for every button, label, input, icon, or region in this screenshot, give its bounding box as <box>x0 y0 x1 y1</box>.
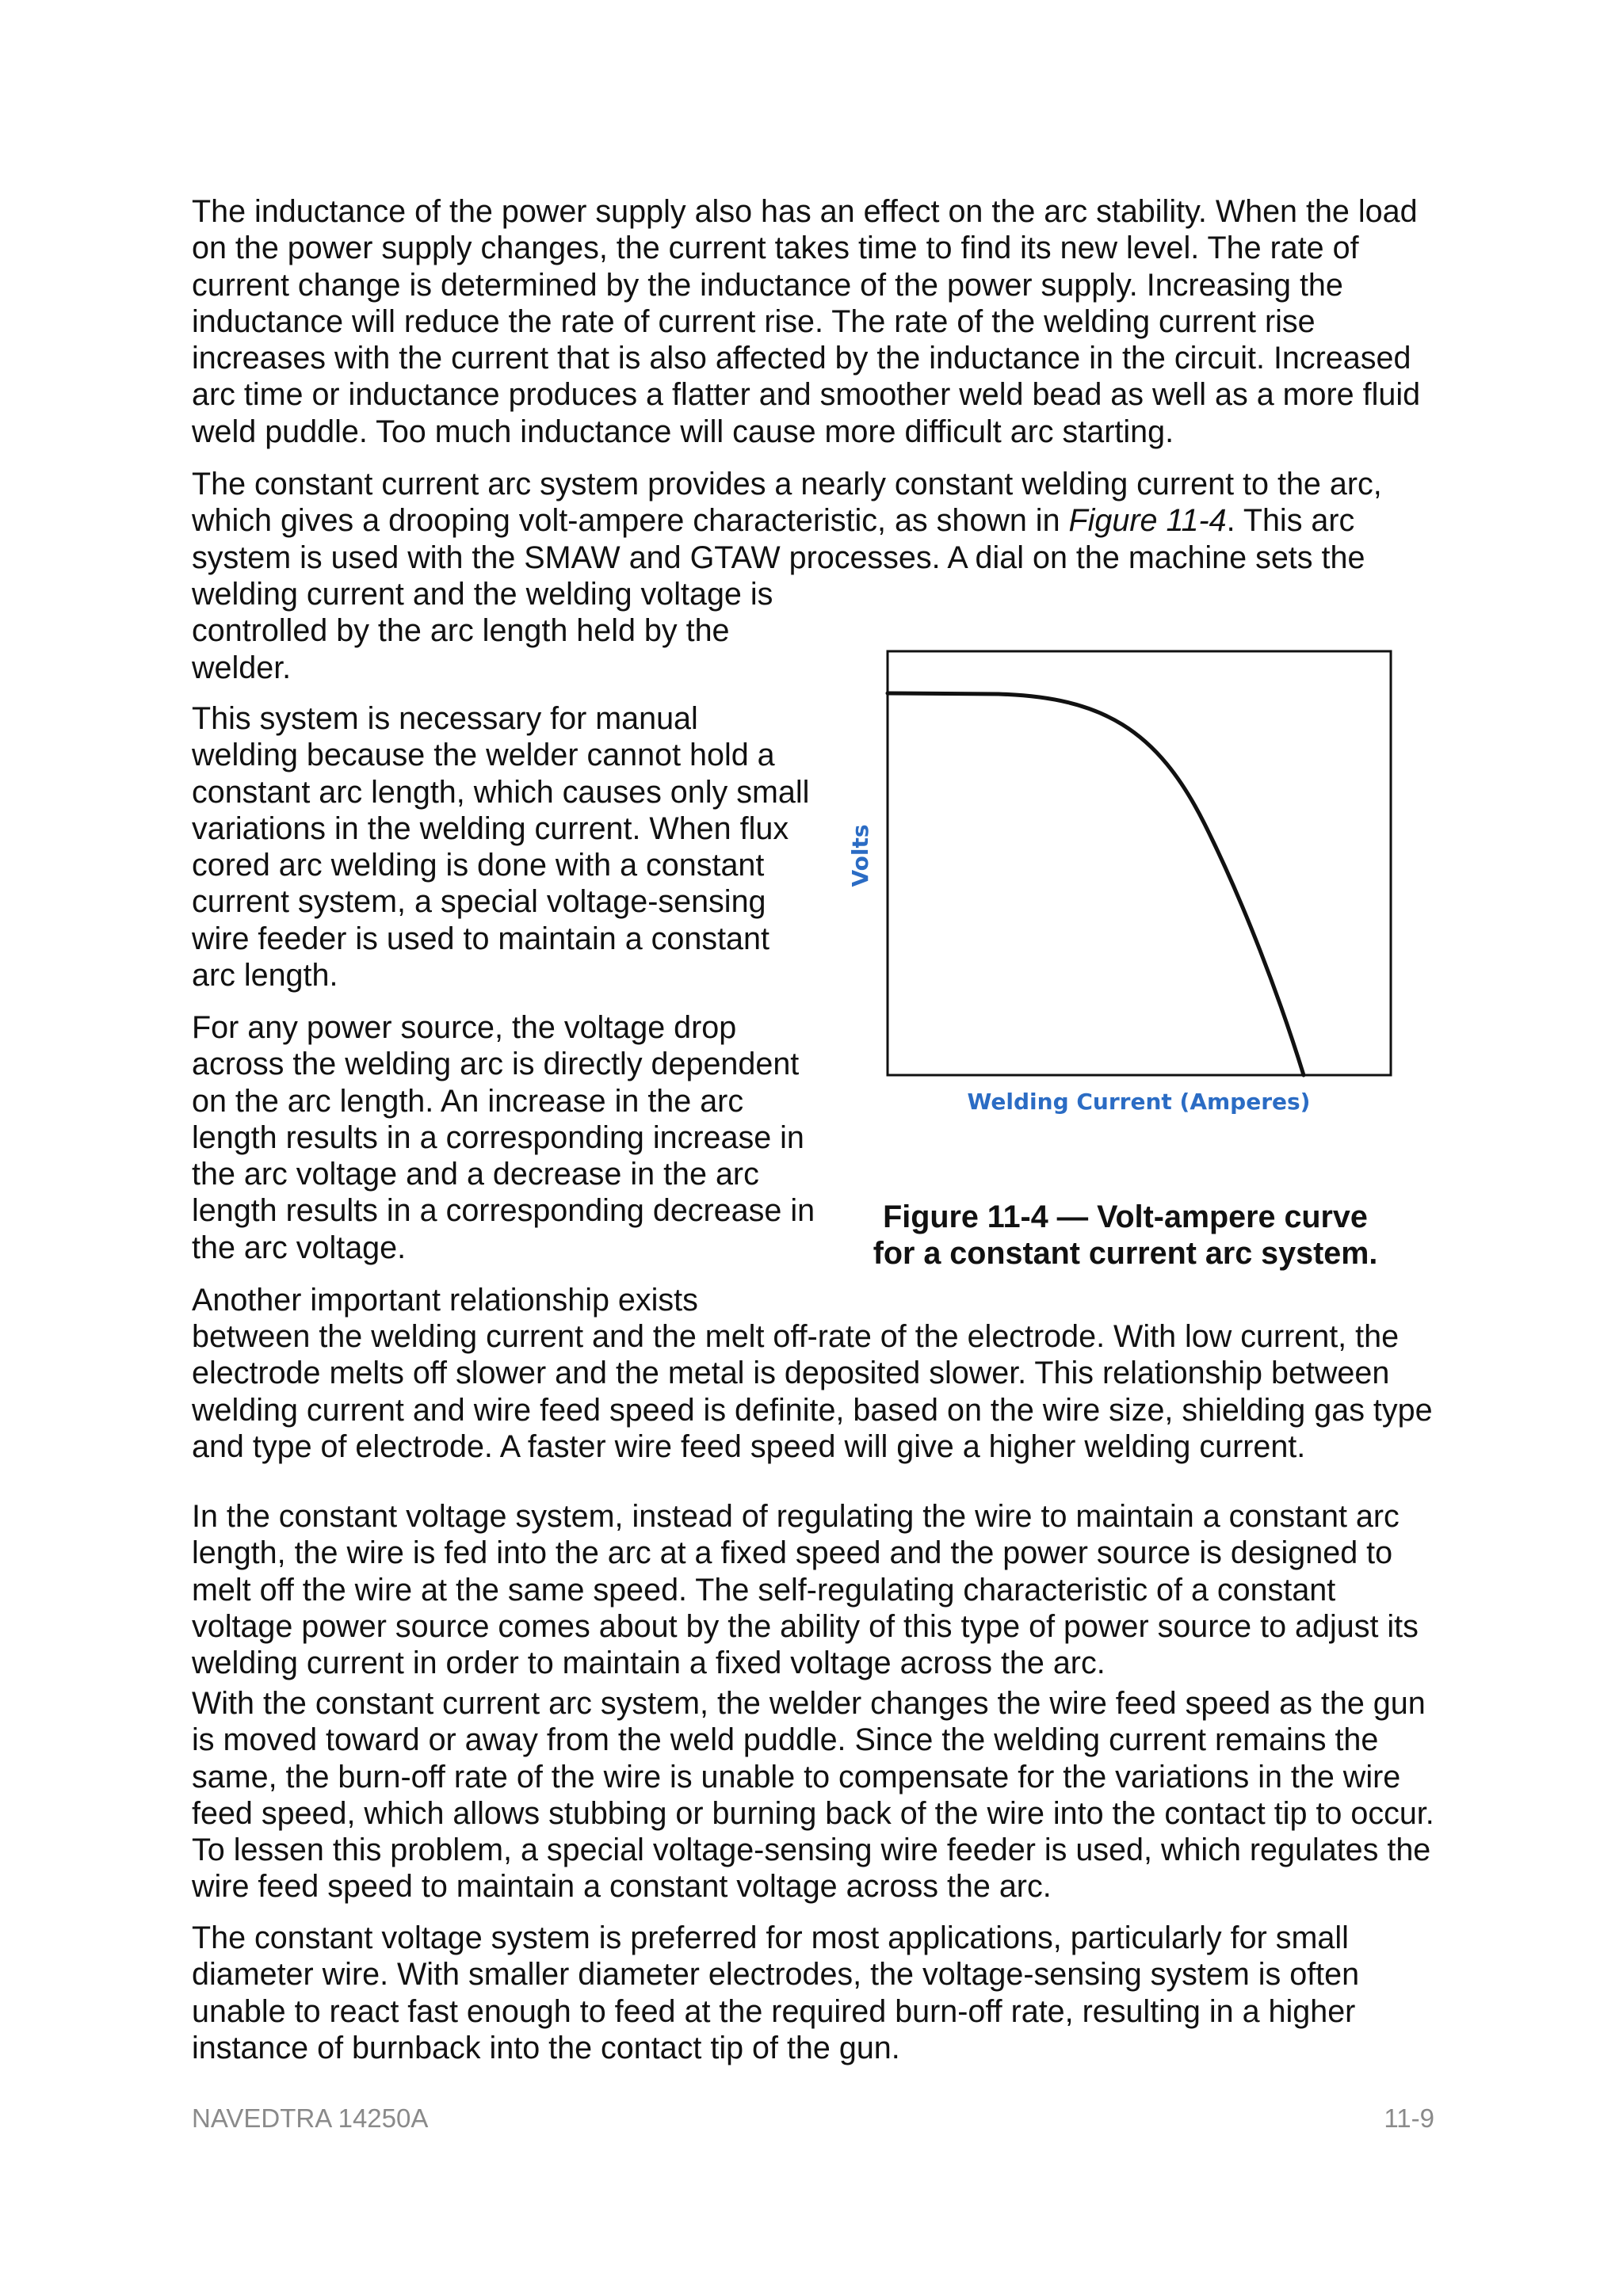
paragraph-constant-current-mid: . This arc system is used with the SMAW and GTAW processes. A dial on the machine sets the <box>192 503 1365 575</box>
volt-ampere-chart <box>840 642 1411 1133</box>
paragraph-preferred-system: The constant voltage system is preferred for most applications, particularly for small diameter wire. With smaller diameter electrodes, the voltage-sensing system is often unable to react fast enough to feed at the required burn-off rate, resulting in a higher instance of burnback into the contact tip of the gun. <box>192 1920 1360 2065</box>
volt-ampere-figure <box>840 642 1411 1133</box>
paragraph-constant-voltage: In the constant voltage system, instead of regulating the wire to maintain a constant arc length, the wire is fed into the arc at a fixed speed and the power source is designed to melt off the wire at the same speed. The self-regulating characteristic of a constant voltage power source comes about by the ability of this type of power source to adjust its welding current in order to maintain a fixed voltage across the arc. <box>192 1499 1419 1681</box>
figure-caption-line2: for a constant current arc system. <box>873 1236 1378 1272</box>
paragraph-inductance: The inductance of the power supply also has an effect on the arc stability. When the load on the power supply changes, the current takes time to find its new level. The rate of current change is determined by the inductance of the power supply. Increasing the inductance will reduce the rate of current rise. The rate of the welding current rise increases with the current that is also affected by the inductance in the circuit. Increased arc time or inductance produces a flatter and smoother weld bead as well as a more fluid weld puddle. Too much inductance will cause more difficult arc starting. <box>192 194 1421 449</box>
chart-frame <box>888 651 1391 1075</box>
paragraph-constant-current-tail: welding current and the welding voltage is controlled by the arc length held by the welder. <box>192 577 773 685</box>
paragraph-voltage-drop: For any power source, the voltage drop across the welding arc is directly dependent on the arc length. An increase in the arc length results in a corresponding increase in the arc voltage and a decrease in the arc length results in a corresponding decrease in the arc voltage. <box>192 1010 815 1265</box>
footer-doc-id: NAVEDTRA 14250A <box>192 2103 429 2133</box>
paragraph-melt-off-start: Another important relationship exists <box>192 1283 698 1318</box>
paragraph-wire-feed-speed: With the constant current arc system, the welder changes the wire feed speed as the gun is moved toward or away from the weld puddle. Since the welding current remains the same, the burn-off rate of the wire is unable to compensate for the variations in the wire feed speed, which allows stubbing or burning back of the wire into the contact tip to occur. To lessen this problem, a special voltage-sensing wire feeder is used, which regulates the wire feed speed to maintain a constant voltage across the arc. <box>192 1686 1434 1905</box>
paragraph-constant-current-start: The constant current arc system provides a nearly constant welding current to the arc, which gives a drooping volt-ampere characteristic, as shown in <box>192 467 1382 539</box>
figure-caption-line1: Figure 11-4 — Volt-ampere curve <box>883 1199 1368 1234</box>
figure-reference: Figure 11-4 <box>1068 503 1227 539</box>
figure-caption <box>840 1199 1411 1272</box>
paragraph-manual-welding: This system is necessary for manual welding because the welder cannot hold a constant arc length, which causes only small variations in the welding current. When flux cored arc welding is done with a constant current system, a special voltage-sensing wire feeder is used to maintain a constant arc length. <box>192 701 810 994</box>
y-axis-label: Volts <box>847 824 873 887</box>
footer-page-number: 11-9 <box>1384 2103 1434 2133</box>
paragraph-constant-current <box>192 466 1436 576</box>
x-axis-label: Welding Current (Amperes) <box>967 1089 1311 1115</box>
paragraph-melt-off-rate: between the welding current and the melt off-rate of the electrode. With low current, the electrode melts off slower and the metal is deposited slower. This relationship between welding current and wire feed speed is definite, based on the wire size, shielding gas type and type of electrode. A faster wire feed speed will give a higher welding current. <box>192 1319 1433 1464</box>
